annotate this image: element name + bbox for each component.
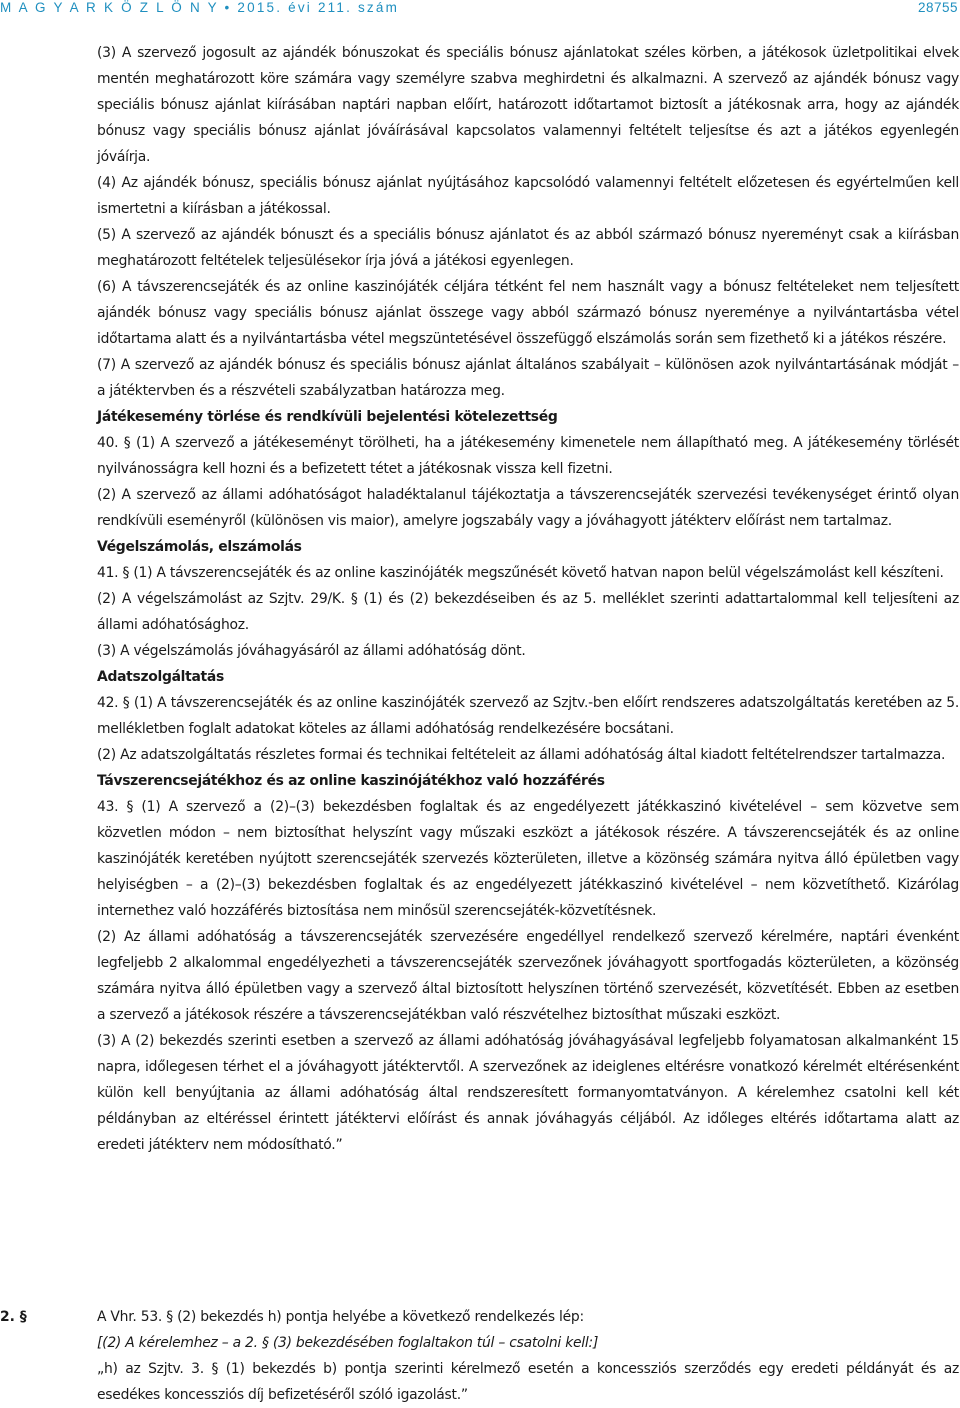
amendment-body [97, 1304, 959, 1408]
section-43-paragraph-2: (2) Az állami adóhatóság a távszerencsejáték szervezésére engedéllyel rendelkező szervező kérelmére, naptári évenként legfeljebb 2 alkalommal engedélyezheti a távszerencsejáték szervezőnek jóváhagyott sportfogadás közterületen, a közönség számára nyitva álló épületben vagy a szervező által biztosított helyszínen történő szervezését, közvetítését. Ebben az esetben a szervező a játékosok részére a távszerencsejátékban való részvételhez biztosíthat műszaki eszközt. [97, 929, 959, 1023]
paragraph-4: (4) Az ajándék bónusz, speciális bónusz ajánlat nyújtásához kapcsolódó valamennyi feltételt előzetesen és egyértelműen kell ismertetni a kiírásban a játékossal. [97, 175, 959, 217]
page-header [0, 0, 960, 18]
document-body [97, 40, 959, 1158]
section-40-paragraph-2: (2) A szervező az állami adóhatóságot haladéktalanul tájékoztatja a távszerencsejáték szervezési tevékenységet érintő olyan rendkívüli eseményről (különösen vis maior), amelyre jogszabály vagy a jóváhagyott játékterv előírást nem tartalmaz. [97, 487, 959, 529]
amendment-context: [(2) A kérelemhez – a 2. § (3) bekezdésében foglaltakon túl – csatolni kell:] [97, 1335, 599, 1351]
section-43-paragraph-1: 43. § (1) A szervező a (2)–(3) bekezdésben foglaltak és az engedélyezett játékkaszinó kivételével – sem közvetve sem közvetlen módon – nem biztosíthat helyszínt vagy műszaki eszközt a játékosok részére. A távszerencsejáték és az online kaszinójáték keretében nyújtott szerencsejáték szervezés közterületen, illetve a közönség számára nyitva álló épületben vagy helyiségben – a (2)–(3) bekezdésben foglaltak és az engedélyezett játékkaszinó kivételével – nem közvetíthető. Kizárólag internethez való hozzáférés biztosítása nem minősül szerencsejáték-közvetítésnek. [97, 799, 959, 919]
amendment-intro: A Vhr. 53. § (2) bekezdés h) pontja helyébe a következő rendelkezés lép: [97, 1309, 584, 1325]
section-41-paragraph-3: (3) A végelszámolás jóváhagyásáról az állami adóhatóság dönt. [97, 643, 526, 659]
section-41-paragraph-2: (2) A végelszámolást az Szjtv. 29/K. § (1) és (2) bekezdéseiben és az 5. melléklet szerinti adattartalommal kell teljesíteni az állami adóhatósághoz. [97, 591, 959, 633]
section-heading: Végelszámolás, elszámolás [97, 539, 302, 555]
section-43-paragraph-3: (3) A (2) bekezdés szerinti esetben a szervező az állami adóhatóság jóváhagyásával legfeljebb folyamatosan alkalmanként 15 napra, időlegesen térhet el a jóváhagyott játéktervtől. A szervezőnek az ideiglenes eltérésre vonatkozó kérelmét eltérésenként külön kell benyújtania az állami adóhatóság által rendszeresített formanyomtatványon. A kérelemhez csatolni kell két példányban az eltéréssel érintett játéktervi előírást és annak jóváhagyás céljából. Az időleges eltérés időtartama alatt az eredeti játékterv nem módosítható.” [97, 1033, 959, 1153]
journal-title: M A G Y A R K Ö Z L Ö N Y • 2015. évi 211. szám [0, 0, 400, 15]
section-heading: Adatszolgáltatás [97, 669, 224, 685]
paragraph-5: (5) A szervező az ajándék bónuszt és a speciális bónusz ajánlatot és az abból származó bónusz nyereményt csak a kiírásban meghatározott feltételek teljesülésekor írja jóvá a játékosi egyenlegen. [97, 227, 959, 269]
section-41-paragraph-1: 41. § (1) A távszerencsejáték és az online kaszinójáték megszűnését követő hatvan napon belül végelszámolást kell készíteni. [97, 565, 944, 581]
paragraph-7: (7) A szervező az ajándék bónusz és speciális bónusz ajánlat általános szabályait – különösen azok nyilvántartásának módját – a játéktervben és a részvételi szabályzatban határozza meg. [97, 357, 959, 399]
section-42-paragraph-2: (2) Az adatszolgáltatás részletes formai és technikai feltételeit az állami adóhatóság által kiadott feltételrendszer tartalmazza. [97, 747, 946, 763]
amendment-text: „h) az Szjtv. 3. § (1) bekezdés b) pontja szerinti kérelmező esetén a koncessziós szerződés egy eredeti példányát és az esedékes koncessziós díj befizetéséről szóló igazolást.” [97, 1361, 959, 1403]
section-heading: Játékesemény törlése és rendkívüli bejelentési kötelezettség [97, 409, 558, 425]
paragraph-3: (3) A szervező jogosult az ajándék bónuszokat és speciális bónusz ajánlatokat széles körben, a játékosok üzletpolitikai elvek mentén meghatározott köre számára vagy személyre szabva meghirdetni és alkalmazni. A szervező az ajándék bónusz vagy speciális bónusz ajánlat kiírásában naptári napban előírt, határozott időtartamot biztosít a játékosnak arra, hogy az ajándék bónusz vagy speciális bónusz ajánlat jóváírásával kapcsolatos valamennyi feltételt teljesítse és azt a játékos egyenlegén jóváírja. [97, 45, 959, 165]
page-number: 28755 [917, 0, 958, 15]
section-42-paragraph-1: 42. § (1) A távszerencsejáték és az online kaszinójáték szervező az Szjtv.-ben előírt rendszeres adatszolgáltatás keretében az 5. mellékletben foglalt adatokat köteles az állami adóhatóság rendelkezésére bocsátani. [97, 695, 959, 737]
paragraph-6: (6) A távszerencsejáték és az online kaszinójáték céljára tétként fel nem használt vagy a bónusz feltételeket nem teljesített ajándék bónusz vagy speciális bónusz ajánlat összege vagy abból származó bónusz nyereménye a nyilvántartásba vétel időtartama alatt és a nyilvántartásba vétel megszüntetésével összefüggő elszámolás során sem fizethető ki a játékos részére. [97, 279, 959, 347]
section-heading: Távszerencsejátékhoz és az online kaszinójátékhoz való hozzáférés [97, 773, 605, 789]
section-40-paragraph-1: 40. § (1) A szervező a játékeseményt törölheti, ha a játékesemény kimenetele nem állapítható meg. A játékesemény törlését nyilvánosságra kell hozni és a befizetett tétet a játékosnak vissza kell fizetni. [97, 435, 959, 477]
section-number: 2. § [0, 1309, 27, 1325]
